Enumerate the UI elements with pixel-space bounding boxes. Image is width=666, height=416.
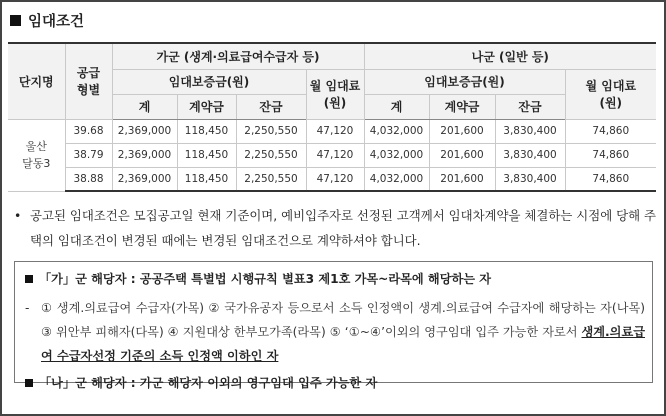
header-down-payment-b: 계약금 xyxy=(429,94,495,119)
table-cell: 118,450 xyxy=(177,143,236,167)
group-a-description-body xyxy=(41,296,645,368)
group-a-heading: 「가」군 해당자 : 공공주택 특별법 시행규칙 별표3 제1호 가목~라목에 해당하는 자 xyxy=(39,272,492,286)
table-cell: 47,120 xyxy=(306,167,364,191)
section-title: 임대조건 xyxy=(28,13,85,30)
table-cell: 3,830,400 xyxy=(495,167,565,191)
square-bullet-icon xyxy=(25,275,33,283)
header-complex: 단지명 xyxy=(8,43,65,119)
group-b-heading: 「나」군 해당자 : 가군 해당자 이외의 영구임대 입주 가능한 자 xyxy=(39,376,378,390)
table-cell: 2,250,550 xyxy=(236,143,306,167)
complex-name-cell: 울산 달동3 xyxy=(8,119,65,191)
group-a-heading-line xyxy=(25,269,491,289)
table-cell: 2,250,550 xyxy=(236,119,306,143)
header-total-a: 계 xyxy=(112,94,177,119)
table-row xyxy=(8,143,656,167)
header-balance-b: 잔금 xyxy=(495,94,565,119)
table-cell: 74,860 xyxy=(565,119,656,143)
table-cell: 2,250,550 xyxy=(236,167,306,191)
rent-conditions-table xyxy=(8,42,656,192)
section-heading xyxy=(10,10,84,30)
table-cell: 47,120 xyxy=(306,119,364,143)
header-monthly-rent-b: 월 임대료 (원) xyxy=(565,69,656,119)
dash-marker: - xyxy=(25,301,30,315)
table-cell: 201,600 xyxy=(429,167,495,191)
table-cell: 4,032,000 xyxy=(364,143,429,167)
notice-paragraph xyxy=(14,203,656,253)
header-monthly-rent-a: 월 임대료 (원) xyxy=(306,69,364,119)
table-cell: 201,600 xyxy=(429,143,495,167)
square-bullet-icon xyxy=(10,15,21,26)
header-group-a: 가군 (생계·의료급여수급자 등) xyxy=(112,43,364,69)
table-cell: 2,369,000 xyxy=(112,119,177,143)
header-group-b: 나군 (일반 등) xyxy=(364,43,656,69)
header-deposit-a: 임대보증금(원) xyxy=(112,69,306,94)
header-deposit-b: 임대보증금(원) xyxy=(364,69,565,94)
table-cell: 38.88 xyxy=(65,167,112,191)
table-cell: 4,032,000 xyxy=(364,119,429,143)
group-a-description-text: ① 생계.의료급여 수급자(가목) ② 국가유공자 등으로서 소득 인정액이 생계.의료급여 수급자에 해당하는 자(나목) ③ 위안부 피해자(다목) ④ 지원대상 한부모가족(라목) ⑤ ‘①~④’이외의 영구임대 입주 가능한 자로서 xyxy=(41,301,645,339)
eligibility-box xyxy=(14,261,653,390)
table-row xyxy=(8,119,656,143)
table-cell: 74,860 xyxy=(565,143,656,167)
table-cell: 2,369,000 xyxy=(112,143,177,167)
header-down-payment-a: 계약금 xyxy=(177,94,236,119)
table-cell: 118,450 xyxy=(177,167,236,191)
group-a-description xyxy=(25,296,645,368)
income-criteria-emphasis: 생계.의료급여 수급자선정 기준의 소득 인정액 이하인 자 xyxy=(41,325,645,363)
table-cell: 201,600 xyxy=(429,119,495,143)
table-row xyxy=(8,167,656,191)
header-supply-type: 공급 형별 xyxy=(65,43,112,119)
table-cell: 47,120 xyxy=(306,143,364,167)
table-cell: 38.79 xyxy=(65,143,112,167)
table-cell: 74,860 xyxy=(565,167,656,191)
square-bullet-icon xyxy=(25,379,33,387)
table-cell: 118,450 xyxy=(177,119,236,143)
header-balance-a: 잔금 xyxy=(236,94,306,119)
table-cell: 3,830,400 xyxy=(495,143,565,167)
header-total-b: 계 xyxy=(364,94,429,119)
notice-text: 공고된 임대조건은 모집공고일 현재 기준이며, 예비입주자로 선정된 고객께서 임대차계약을 체결하는 시점에 당해 주택의 임대조건이 변경된 때에는 변경된 임대조건으로 계약하셔야 합니다. xyxy=(30,208,656,248)
group-b-heading-line xyxy=(25,373,377,393)
note-bullet: • xyxy=(14,208,22,223)
table-cell: 2,369,000 xyxy=(112,167,177,191)
table-cell: 3,830,400 xyxy=(495,119,565,143)
table-cell: 39.68 xyxy=(65,119,112,143)
table-cell: 4,032,000 xyxy=(364,167,429,191)
